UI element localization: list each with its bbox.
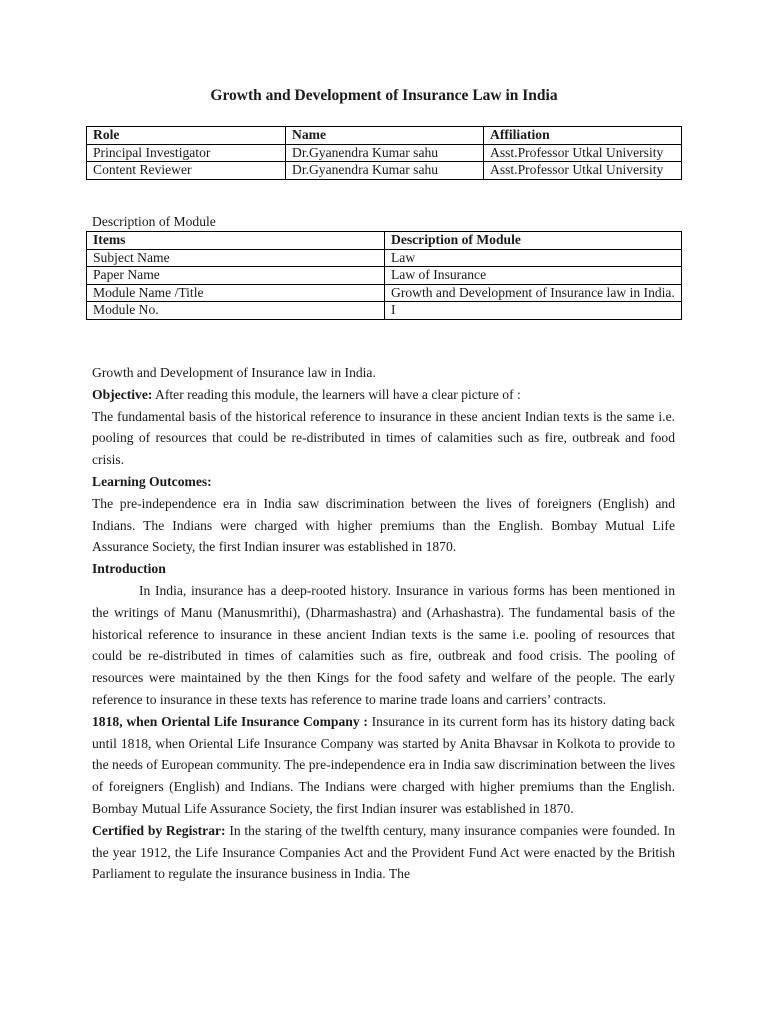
introduction-text: In India, insurance has a deep-rooted history. Insurance in various forms has been mentioned in the writings of Manu (Manusmrithi), (Dharmashastra) and (Arhashastra). The fundamental basis of the historical reference to insurance in these ancient Indian texts is the same i.e. pooling of resources that could be re-distributed in times of calamities such as fire, outbreak and food crisis. The pooling of resources were maintained by the then Kings for the food safety and welfare of the people. The early reference to insurance in these texts has reference to marine trade loans and carriers’ contracts. [92, 582, 675, 707]
learning-outcomes-heading [92, 471, 675, 493]
table-row [87, 162, 682, 180]
table-cell: Law of Insurance [385, 267, 682, 285]
table-header-row [87, 127, 682, 145]
oriental-paragraph [92, 711, 675, 820]
introduction-heading [92, 558, 675, 580]
header-name: Name [286, 127, 484, 145]
registrar-text: In the staring of the twelfth century, many insurance companies were founded. In the year 1912, the Life Insurance Companies Act and the Provident Fund Act were enacted by the British Parliament to regulate the insurance business in India. The [92, 822, 676, 882]
header-affiliation: Affiliation [484, 127, 682, 145]
table-cell: Module No. [87, 302, 385, 320]
objective-paragraph [92, 384, 675, 406]
table-cell: Principal Investigator [87, 144, 286, 162]
table-row [87, 249, 682, 267]
table-cell: Paper Name [87, 267, 385, 285]
table-cell: Asst.Professor Utkal University [484, 144, 682, 162]
table-cell: Module Name /Title [87, 284, 385, 302]
table-row [87, 144, 682, 162]
table-cell: Asst.Professor Utkal University [484, 162, 682, 180]
table-header-row [87, 232, 682, 250]
intro-line: Growth and Development of Insurance law in India. [92, 365, 376, 380]
table-row [87, 267, 682, 285]
table-cell: Growth and Development of Insurance law in India. [385, 284, 682, 302]
introduction-heading-text: Introduction [92, 561, 166, 577]
oriental-text: Insurance in its current form has its history dating back until 1818, when Oriental Life Insurance Company was started by Anita Bhavsar in Kolkota to provide to the needs of European community. The pre-independence era in India saw discrimination between the lives of foreigners (English) and Indians. The Indians were charged with higher premiums than the English. Bombay Mutual Life Assurance Society, the first Indian insurer was established in 1870. [92, 713, 675, 816]
table-cell: Dr.Gyanendra Kumar sahu [286, 162, 484, 180]
table-cell: Dr.Gyanendra Kumar sahu [286, 144, 484, 162]
table-cell: Content Reviewer [87, 162, 286, 180]
registrar-heading: Certified by Registrar: [92, 822, 226, 838]
objective-text: After reading this module, the learners will have a clear picture of : [152, 386, 521, 402]
header-items: Items [87, 232, 385, 250]
learning-outcomes-heading-text: Learning Outcomes: [92, 473, 212, 489]
table-row [87, 302, 682, 320]
learning-outcomes-text: The pre-independence era in India saw discrimination between the lives of foreigners (English) and Indians. The Indians were charged with higher premiums than the English. Bombay Mutual Life Assurance Society, the first Indian insurer was established in 1870. [92, 495, 675, 555]
table-cell: Subject Name [87, 249, 385, 267]
document-title: Growth and Development of Insurance Law in India [210, 87, 558, 104]
table-cell: I [385, 302, 682, 320]
module-caption: Description of Module [92, 214, 216, 229]
objective-detail: The fundamental basis of the historical reference to insurance in these ancient Indian texts is the same i.e. pooling of resources that could be re-distributed in times of calamities such as fire, outbreak and food crisis. [92, 408, 675, 468]
body-text [92, 362, 675, 885]
table-cell: Law [385, 249, 682, 267]
role-table [86, 126, 682, 180]
table-row [87, 284, 682, 302]
module-table [86, 231, 682, 320]
objective-heading: Objective: [92, 386, 153, 402]
registrar-paragraph [92, 820, 675, 885]
header-description: Description of Module [385, 232, 682, 250]
header-role: Role [87, 127, 286, 145]
oriental-heading: 1818, when Oriental Life Insurance Company : [92, 713, 368, 729]
